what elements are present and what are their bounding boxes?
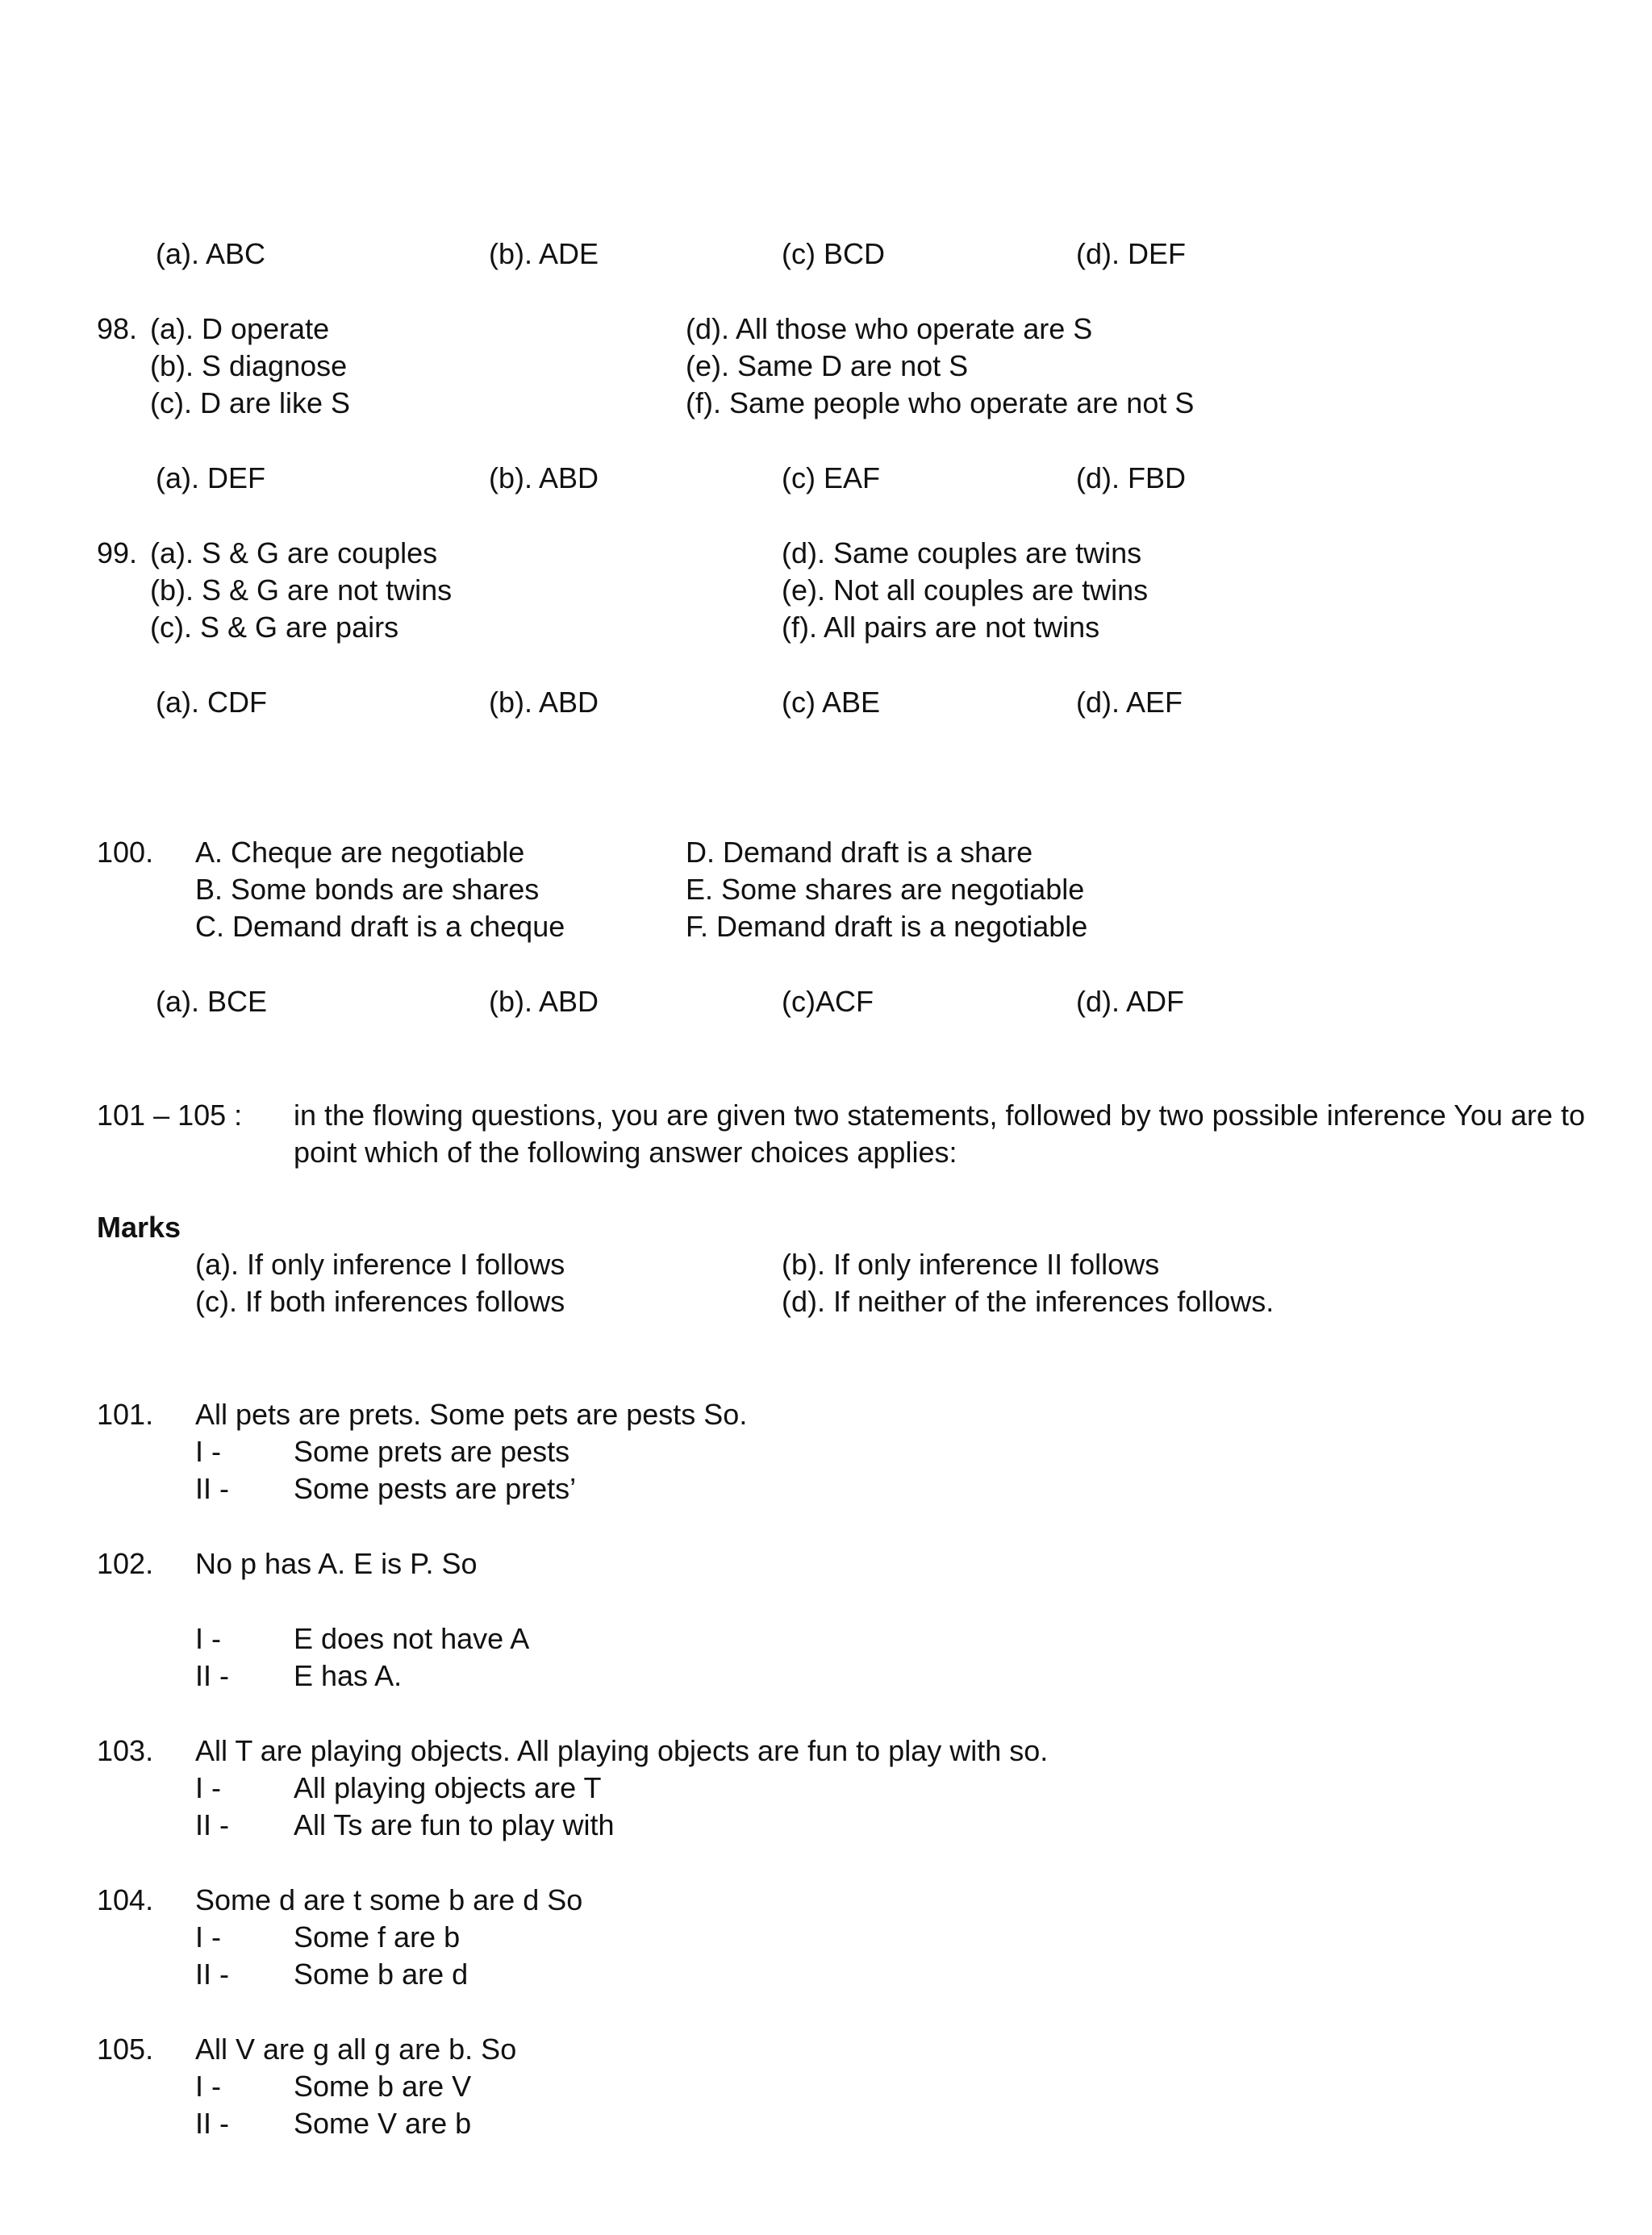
marks-heading: Marks xyxy=(97,1211,181,1244)
q98-number: 98. xyxy=(97,312,138,345)
q97-answer-a: (a). ABC xyxy=(156,237,266,270)
q100-statement-b: B. Some bonds are shares xyxy=(195,873,540,906)
q103-inference-i: All playing objects are T xyxy=(294,1771,602,1804)
marks-option-d: (d). If neither of the inferences follows. xyxy=(782,1285,1274,1318)
q100-number: 100. xyxy=(97,836,154,869)
q105-inference-i: Some b are V xyxy=(294,2070,472,2103)
q98-answer-b: (b). ABD xyxy=(489,461,599,494)
q103-stem: All T are playing objects. All playing objects are fun to play with so. xyxy=(195,1734,1049,1767)
q102-stem: No p has A. E is P. So xyxy=(195,1547,478,1580)
q100-answer-d: (d). ADF xyxy=(1076,985,1185,1018)
q101-inference-ii: Some pests are prets’ xyxy=(294,1472,577,1505)
q100-answer-b: (b). ABD xyxy=(489,985,599,1018)
q97-answer-c: (c) BCD xyxy=(782,237,885,270)
q98-statement-a: (a). D operate xyxy=(150,312,330,345)
q100-statement-a: A. Cheque are negotiable xyxy=(195,836,525,869)
q98-statement-b: (b). S diagnose xyxy=(150,349,348,382)
q101-number: 101. xyxy=(97,1398,154,1431)
marks-option-c: (c). If both inferences follows xyxy=(195,1285,565,1318)
q104-inference-ii: Some b are d xyxy=(294,1958,469,1991)
q103-inference-ii: All Ts are fun to play with xyxy=(294,1808,615,1841)
q100-statement-d: D. Demand draft is a share xyxy=(686,836,1033,869)
q99-statement-f: (f). All pairs are not twins xyxy=(782,611,1100,644)
q104-number: 104. xyxy=(97,1883,154,1916)
marks-option-a: (a). If only inference I follows xyxy=(195,1248,565,1281)
q102-inference-i-label: I - xyxy=(195,1622,221,1655)
q99-number: 99. xyxy=(97,536,138,569)
q100-statement-c: C. Demand draft is a cheque xyxy=(195,910,565,943)
section-range: 101 – 105 : xyxy=(97,1099,243,1132)
q101-inference-i-label: I - xyxy=(195,1435,221,1468)
q104-inference-i-label: I - xyxy=(195,1920,221,1954)
q102-inference-i: E does not have A xyxy=(294,1622,530,1655)
q97-answer-d: (d). DEF xyxy=(1076,237,1187,270)
q99-answer-a: (a). CDF xyxy=(156,686,267,719)
q104-inference-ii-label: II - xyxy=(195,1958,229,1991)
q99-statement-e: (e). Not all couples are twins xyxy=(782,573,1149,607)
q100-answer-c: (c)ACF xyxy=(782,985,874,1018)
q99-statement-a: (a). S & G are couples xyxy=(150,536,438,569)
q101-stem: All pets are prets. Some pets are pests So. xyxy=(195,1398,748,1431)
q103-inference-i-label: I - xyxy=(195,1771,221,1804)
q104-stem: Some d are t some b are d So xyxy=(195,1883,583,1916)
q99-statement-c: (c). S & G are pairs xyxy=(150,611,399,644)
q98-statement-c: (c). D are like S xyxy=(150,386,351,419)
q97-answer-b: (b). ADE xyxy=(489,237,599,270)
section-instructions-line2: point which of the following answer choices applies: xyxy=(294,1136,957,1169)
q105-inference-ii-label: II - xyxy=(195,2107,229,2140)
q99-answer-d: (d). AEF xyxy=(1076,686,1183,719)
q98-statement-f: (f). Same people who operate are not S xyxy=(686,386,1195,419)
marks-option-b: (b). If only inference II follows xyxy=(782,1248,1160,1281)
q105-inference-ii: Some V are b xyxy=(294,2107,472,2140)
q98-answer-d: (d). FBD xyxy=(1076,461,1187,494)
q105-stem: All V are g all g are b. So xyxy=(195,2033,517,2066)
q98-statement-d: (d). All those who operate are S xyxy=(686,312,1093,345)
q101-inference-ii-label: II - xyxy=(195,1472,229,1505)
q98-answer-c: (c) EAF xyxy=(782,461,880,494)
q105-number: 105. xyxy=(97,2033,154,2066)
q100-statement-e: E. Some shares are negotiable xyxy=(686,873,1085,906)
q98-statement-e: (e). Same D are not S xyxy=(686,349,969,382)
q100-statement-f: F. Demand draft is a negotiable xyxy=(686,910,1088,943)
q99-answer-b: (b). ABD xyxy=(489,686,599,719)
q103-inference-ii-label: II - xyxy=(195,1808,229,1841)
q100-answer-a: (a). BCE xyxy=(156,985,268,1018)
q102-number: 102. xyxy=(97,1547,154,1580)
q102-inference-ii: E has A. xyxy=(294,1659,403,1692)
section-instructions-line1: in the flowing questions, you are given two statements, followed by two possible inference You are to xyxy=(294,1099,1585,1132)
q102-inference-ii-label: II - xyxy=(195,1659,229,1692)
q99-statement-b: (b). S & G are not twins xyxy=(150,573,453,607)
q104-inference-i: Some f are b xyxy=(294,1920,461,1954)
q99-answer-c: (c) ABE xyxy=(782,686,881,719)
q105-inference-i-label: I - xyxy=(195,2070,221,2103)
q103-number: 103. xyxy=(97,1734,154,1767)
q101-inference-i: Some prets are pests xyxy=(294,1435,570,1468)
q99-statement-d: (d). Same couples are twins xyxy=(782,536,1142,569)
q98-answer-a: (a). DEF xyxy=(156,461,266,494)
